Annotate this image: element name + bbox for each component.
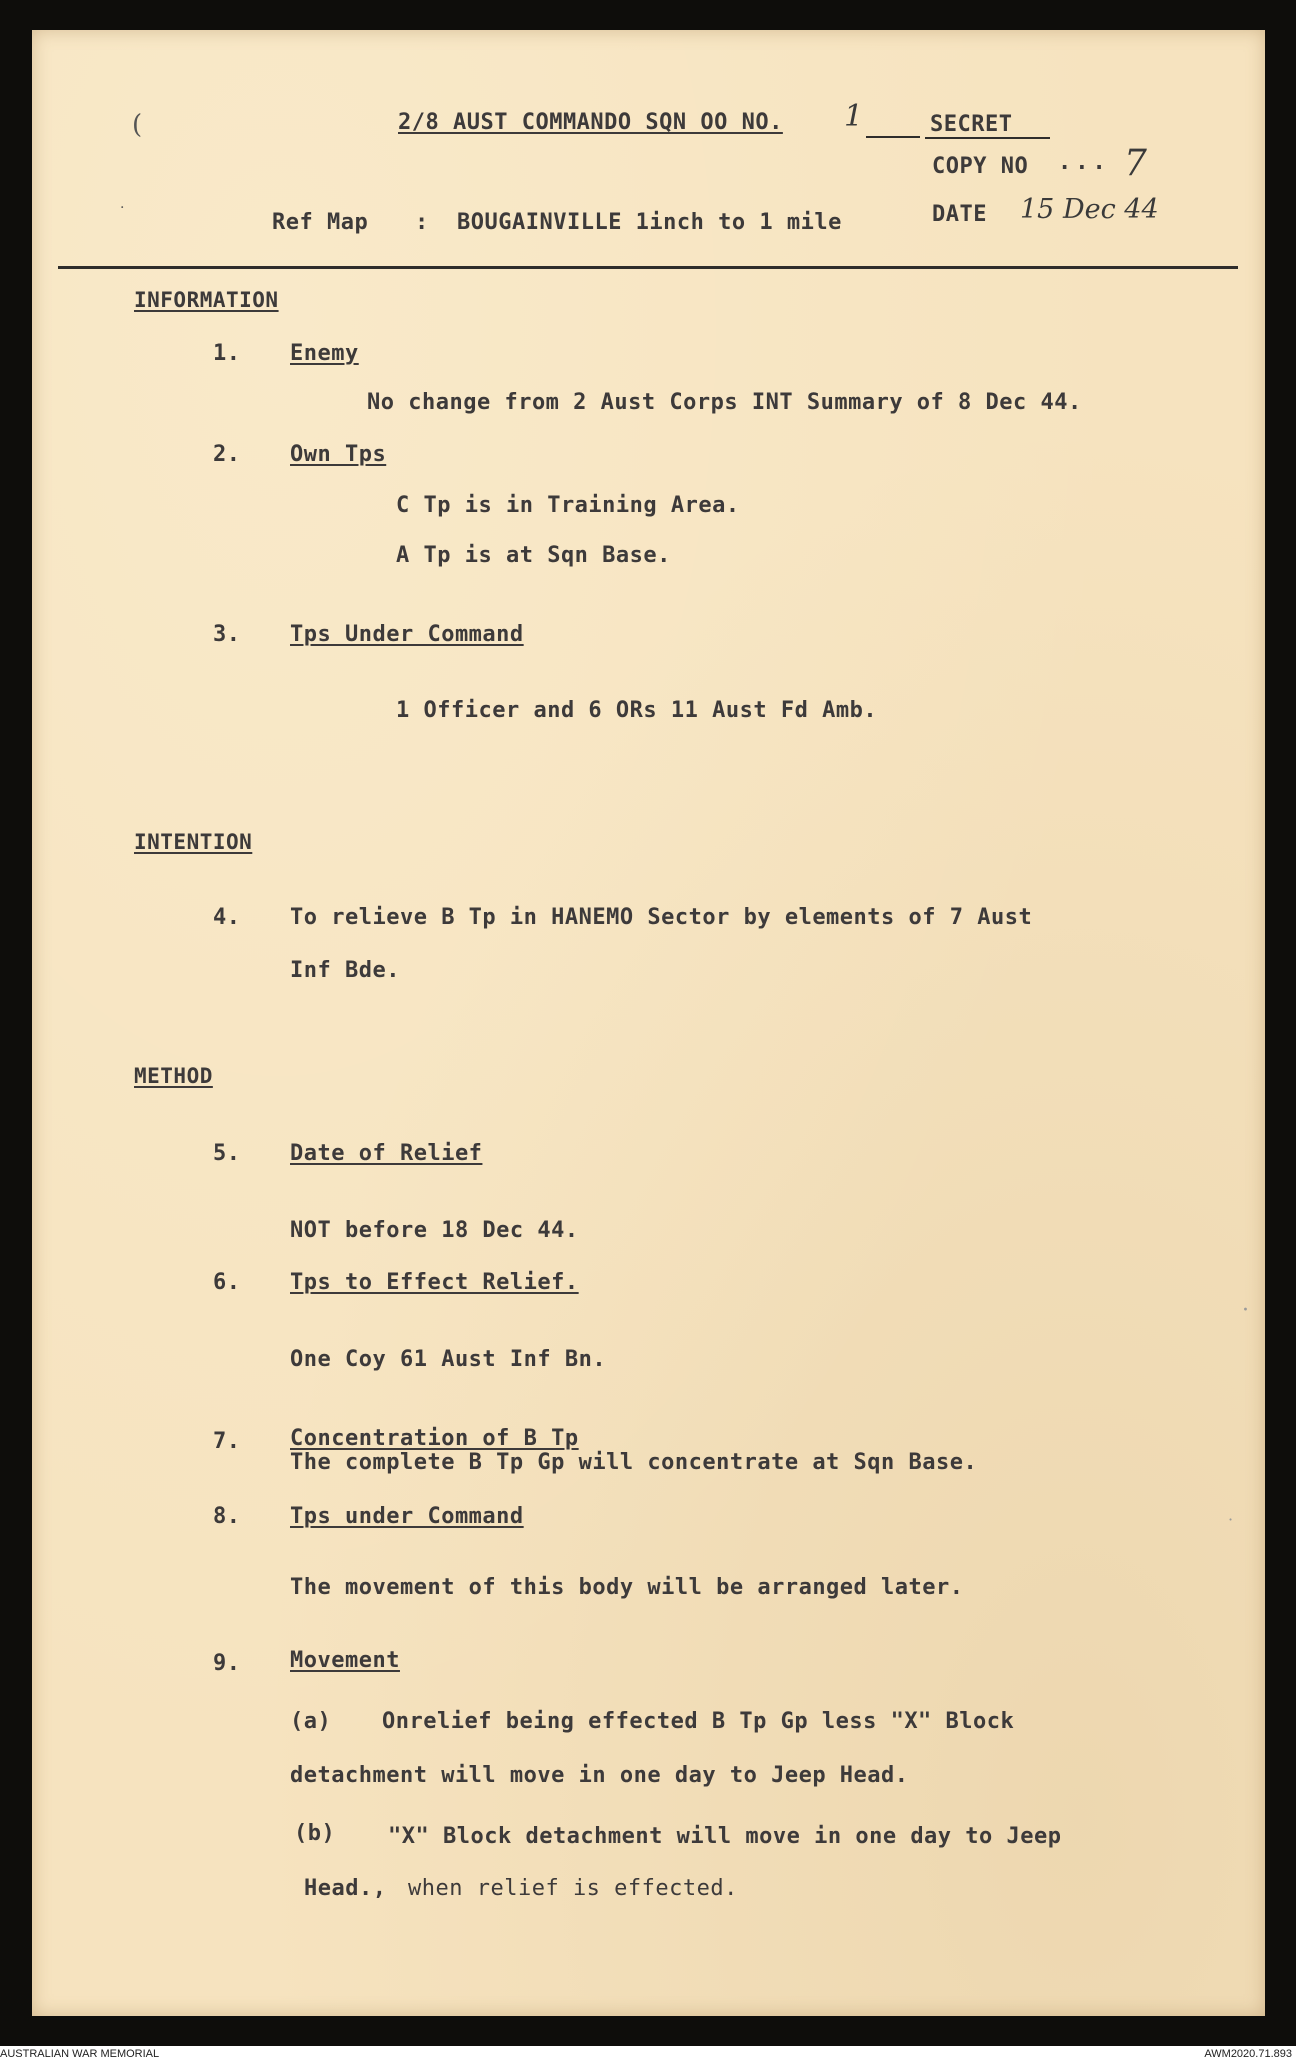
- para-7-number: 7.: [213, 1429, 241, 1454]
- classification-underline: [925, 137, 1050, 139]
- para-8-heading: Tps under Command: [290, 1504, 524, 1529]
- margin-mark: (: [132, 110, 143, 140]
- copy-label: COPY NO: [932, 154, 1029, 179]
- ref-map-label: Ref Map: [272, 210, 369, 235]
- para-1-heading: Enemy: [290, 341, 359, 366]
- para-6-heading: Tps to Effect Relief.: [290, 1270, 579, 1295]
- para-3-text: 1 Officer and 6 ORs 11 Aust Fd Amb.: [396, 698, 878, 723]
- para-9b-line-2-typed: Head.,: [304, 1876, 387, 1901]
- order-title: 2/8 AUST COMMANDO SQN OO NO.: [398, 110, 783, 135]
- para-6-text: One Coy 61 Aust Inf Bn.: [290, 1347, 607, 1372]
- para-9b-line-2-rest: when relief is effected.: [408, 1876, 738, 1901]
- margin-mark-dot: ·: [120, 200, 125, 216]
- para-3-number: 3.: [213, 622, 241, 647]
- footer-accession-number: AWM2020.71.893: [1204, 2048, 1292, 2060]
- para-4-line-1: To relieve B Tp in HANEMO Sector by elements of 7 Aust: [290, 905, 1033, 930]
- copy-dots: ...: [1058, 150, 1110, 175]
- para-9b-label: (b): [294, 1821, 336, 1846]
- date-label: DATE: [932, 202, 987, 227]
- para-9a-label: (a): [290, 1709, 332, 1734]
- order-number-handwritten: 1: [844, 99, 864, 134]
- para-5-number: 5.: [213, 1141, 241, 1166]
- para-2-number: 2.: [213, 442, 241, 467]
- para-3-heading: Tps Under Command: [290, 622, 524, 647]
- document-page: [32, 30, 1265, 2016]
- para-9-heading: Movement: [290, 1648, 400, 1673]
- header-divider: [58, 266, 1238, 269]
- para-2-line-2: A Tp is at Sqn Base.: [396, 543, 671, 568]
- section-method-heading: METHOD: [134, 1064, 213, 1088]
- para-2-heading: Own Tps: [290, 442, 387, 467]
- para-9b-line-1: "X" Block detachment will move in one day to Jeep: [388, 1824, 1062, 1849]
- date-handwritten: 15 Dec 44: [1020, 194, 1159, 225]
- edge-speck: ·: [1228, 1510, 1234, 1529]
- para-4-line-2: Inf Bde.: [290, 958, 400, 983]
- para-5-text: NOT before 18 Dec 44.: [290, 1218, 579, 1243]
- edge-speck: ·: [1242, 1298, 1249, 1323]
- para-9-number: 9.: [213, 1651, 241, 1676]
- para-1-number: 1.: [213, 341, 241, 366]
- para-5-heading: Date of Relief: [290, 1141, 483, 1166]
- para-4-number: 4.: [213, 905, 241, 930]
- para-7-text: The complete B Tp Gp will concentrate at Sqn Base.: [290, 1450, 978, 1475]
- ref-map-value: BOUGAINVILLE 1inch to 1 mile: [457, 210, 842, 235]
- para-8-number: 8.: [213, 1504, 241, 1529]
- para-9a-line-2: detachment will move in one day to Jeep Head.: [290, 1763, 909, 1788]
- para-7-heading: Concentration of B Tp: [290, 1426, 579, 1451]
- para-1-text: No change from 2 Aust Corps INT Summary of 8 Dec 44.: [367, 390, 1082, 415]
- copy-number-handwritten: 7: [1124, 143, 1147, 184]
- para-8-text: The movement of this body will be arranged later.: [290, 1575, 964, 1600]
- para-9a-line-1: Onrelief being effected B Tp Gp less "X" Block: [382, 1709, 1015, 1734]
- para-2-line-1: C Tp is in Training Area.: [396, 493, 740, 518]
- para-6-number: 6.: [213, 1270, 241, 1295]
- order-title-rule-extension: [866, 136, 920, 138]
- footer-institution: AUSTRALIAN WAR MEMORIAL: [0, 2048, 160, 2060]
- section-information-heading: INFORMATION: [134, 288, 279, 312]
- classification: SECRET: [930, 112, 1013, 137]
- ref-map-sep: :: [415, 210, 429, 235]
- section-intention-heading: INTENTION: [134, 830, 253, 854]
